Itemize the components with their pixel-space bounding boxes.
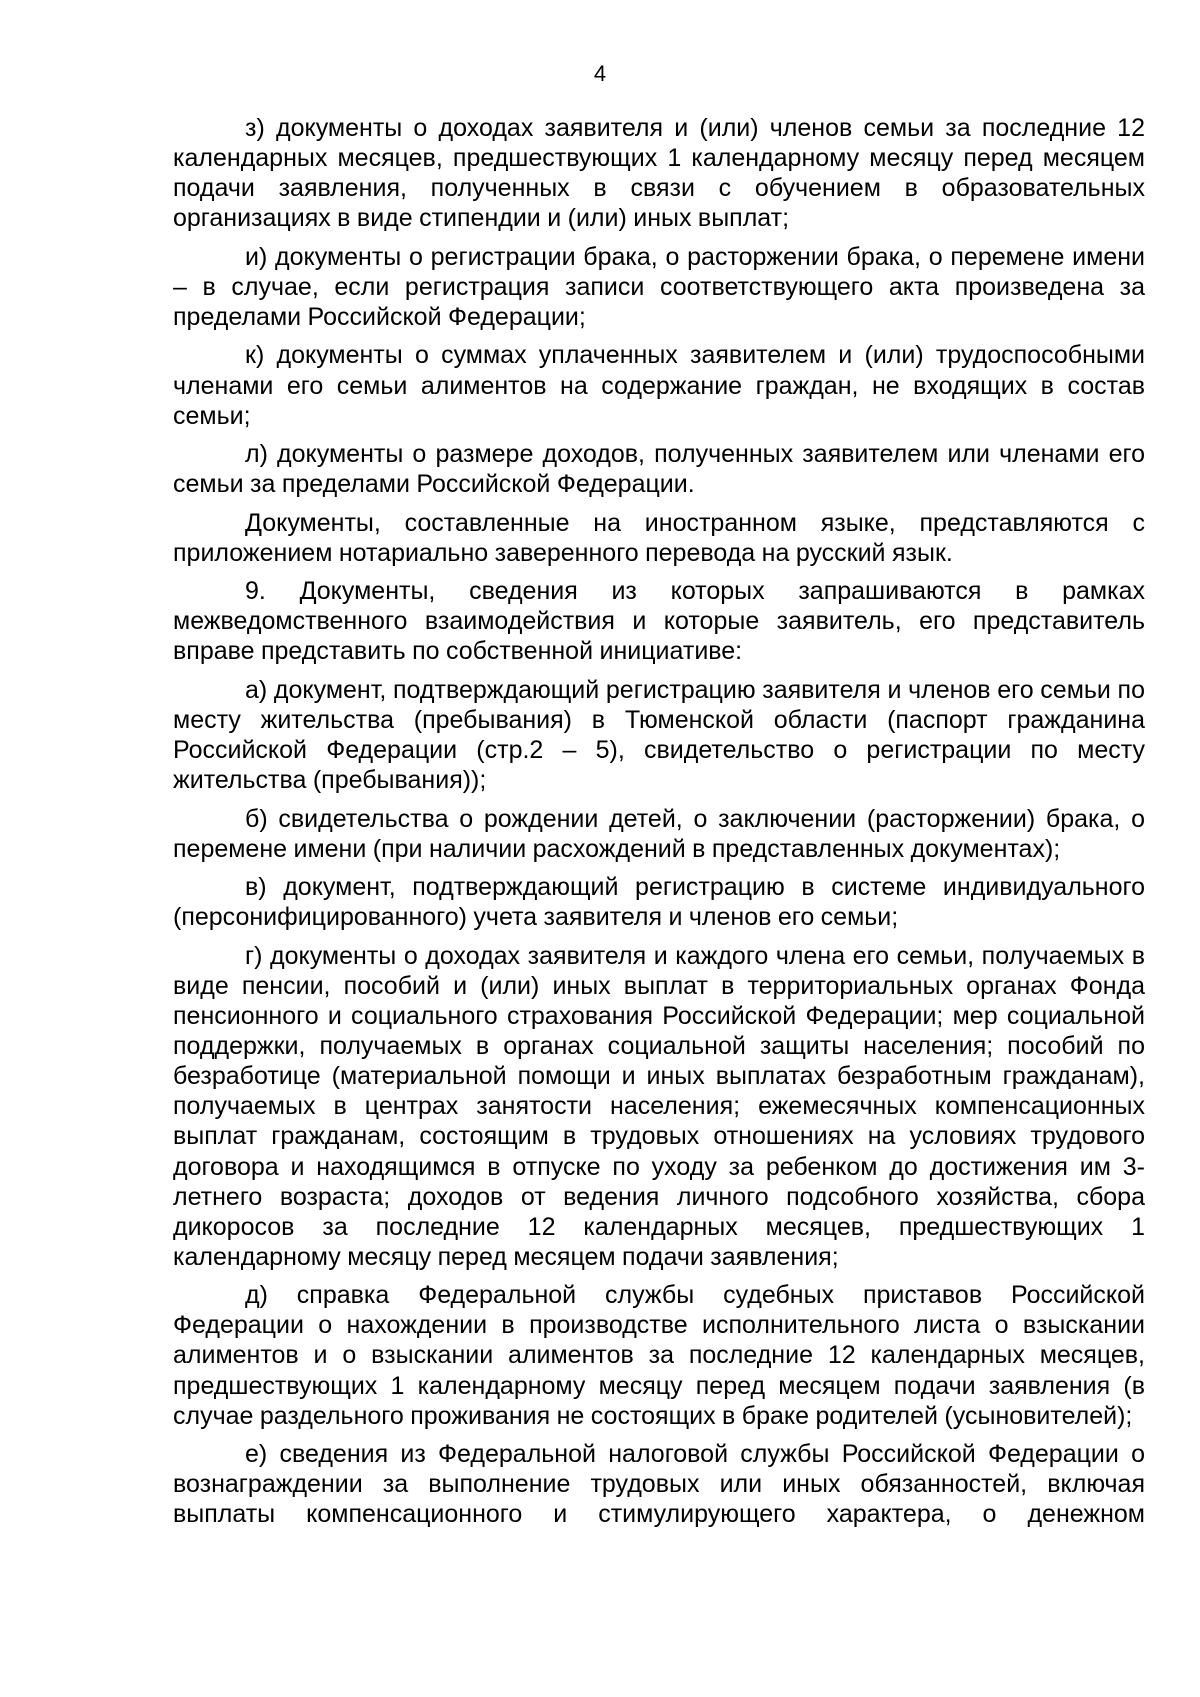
page-number: 4 [593,61,607,86]
document-body [173,113,1145,1538]
paragraph-k: к) документы о суммах уплаченных заявителем и (или) трудоспособными членами его семьи алиментов на содержание граждан, не входящих в состав семьи; [173,341,1145,430]
paragraph-d: д) справка Федеральной службы судебных приставов Российской Федерации о нахождении в производстве исполнительного листа о взыскании алиментов и о взыскании алиментов за последние 12 календарных месяцев, предшествующих 1 календарному месяцу перед месяцем подачи заявления (в случае раздельного проживания не состоящих в браке родителей (усыновителей); [173,1281,1145,1430]
paragraph-e: е) сведения из Федеральной налоговой службы Российской Федерации о вознаграждении за выполнение трудовых или иных обязанностей, включая выплаты компенсационного и стимулирующего характера, о денежном [173,1440,1145,1529]
paragraph-g: г) документы о доходах заявителя и каждого члена его семьи, получаемых в виде пенсии, пособий и (или) иных выплат в территориальных органах Фонда пенсионного и социального страхования Российской Федерации; мер социальной поддержки, получаемых в органах социальной защиты населения; пособий по безработице (материальной помощи и иных выплатах безработным гражданам), получаемых в центрах занятости населения; ежемесячных компенсационных выплат гражданам, состоящим в трудовых отношениях на условиях трудового договора и находящимся в отпуске по уходу за ребенком до достижения им 3-летнего возраста; доходов от ведения личного подсобного хозяйства, сбора дикоросов за последние 12 календарных месяцев, предшествующих 1 календарному месяцу перед месяцем подачи заявления; [173,941,1145,1271]
paragraph-a: а) документ, подтверждающий регистрацию заявителя и членов его семьи по месту жительства (пребывания) в Тюменской области (паспорт гражданина Российской Федерации (стр.2 – 5), свидетельство о регистрации по месту жительства (пребывания)); [173,675,1145,795]
paragraph-z: з) документы о доходах заявителя и (или) членов семьи за последние 12 календарных месяцев, предшествующих 1 календарному месяцу перед месяцем подачи заявления, полученных в связи с обучением в образовательных организациях в виде стипендии и (или) иных выплат; [173,114,1145,233]
paragraph-9: 9. Документы, сведения из которых запрашиваются в рамках межведомственного взаимодействия и которые заявитель, его представитель вправе представить по собственной инициативе: [173,577,1145,666]
paragraph-foreign-language: Документы, составленные на иностранном языке, представляются с приложением нотариально заверенного перевода на русский язык. [173,508,1145,567]
paragraph-v: в) документ, подтверждающий регистрацию в системе индивидуального (персонифицированного) учета заявителя и членов его семьи; [173,873,1145,932]
paragraph-b: б) свидетельства о рождении детей, о заключении (расторжении) брака, о перемене имени (при наличии расхождений в представленных документах); [173,804,1145,863]
paragraph-l: л) документы о размере доходов, полученных заявителем или членами его семьи за пределами Российской Федерации. [173,440,1145,499]
paragraph-i: и) документы о регистрации брака, о расторжении брака, о перемене имени – в случае, если регистрация записи соответствующего акта произведена за пределами Российской Федерации; [173,242,1145,331]
